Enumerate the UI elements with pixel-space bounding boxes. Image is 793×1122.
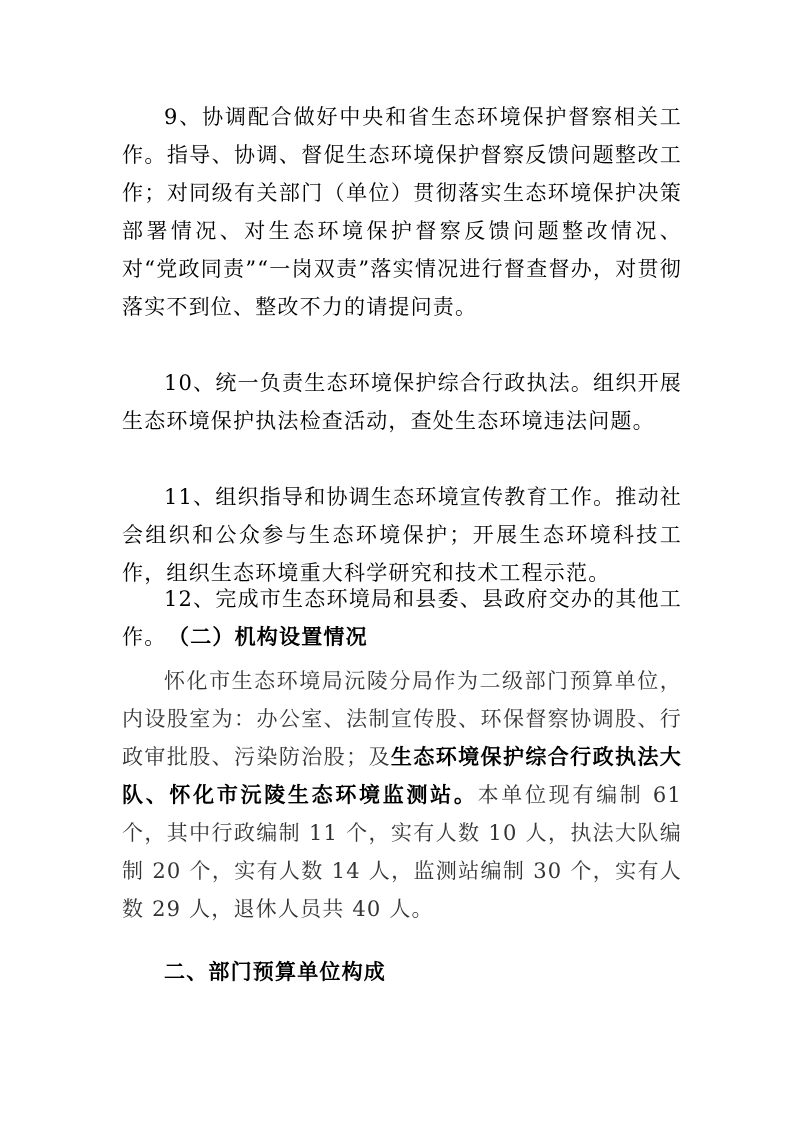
institution-paragraph [122, 662, 682, 928]
section-heading-budget: 二、部门预算单位构成 [164, 959, 386, 984]
paragraph-11: 11、组织指导和协调生态环境宣传教育工作。推动社会组织和公众参与生态环境保护；开展生态环境科技工作，组织生态环境重大科学研究和技术工程示范。 [122, 485, 682, 585]
institution-intro: 怀化市生态环境局沅陵分局作为二级部门预算单位，内设股室为：办公室、法制宣传股、环保督察协调股、行政审批股、污染防治股；及 [122, 669, 682, 769]
paragraph-9: 9、协调配合做好中央和省生态环境保护督察相关工作。指导、协调、督促生态环境保护督察反馈问题整改工作；对同级有关部门（单位）贯彻落实生态环境保护决策部署情况、对生态环境保护督察反馈问题整改情况、对“党政同责”“一岗双责”落实情况进行督查督办，对贯彻落实不到位、整改不力的请提问责。 [122, 105, 682, 319]
institution-staffing: 本单位现有编制 61 个，其中行政编制 11 个，实有人数 10 人，执法大队编制 20 个，实有人数 14 人，监测站编制 30 个，实有人数 29 人，退休人员共 40 人。 [122, 783, 682, 921]
institution-units: 生态环境保护综合行政执法大队、怀化市沅陵生态环境监测站。 [122, 744, 682, 807]
paragraph-10: 10、统一负责生态环境保护综合行政执法。组织开展生态环境保护执法检查活动，查处生态环境违法问题。 [122, 371, 682, 433]
paragraph-12: 12、完成市生态环境局和县委、县政府交办的其他工作。 [122, 587, 682, 649]
section-heading-institution: （二）机构设置情况 [168, 624, 368, 649]
